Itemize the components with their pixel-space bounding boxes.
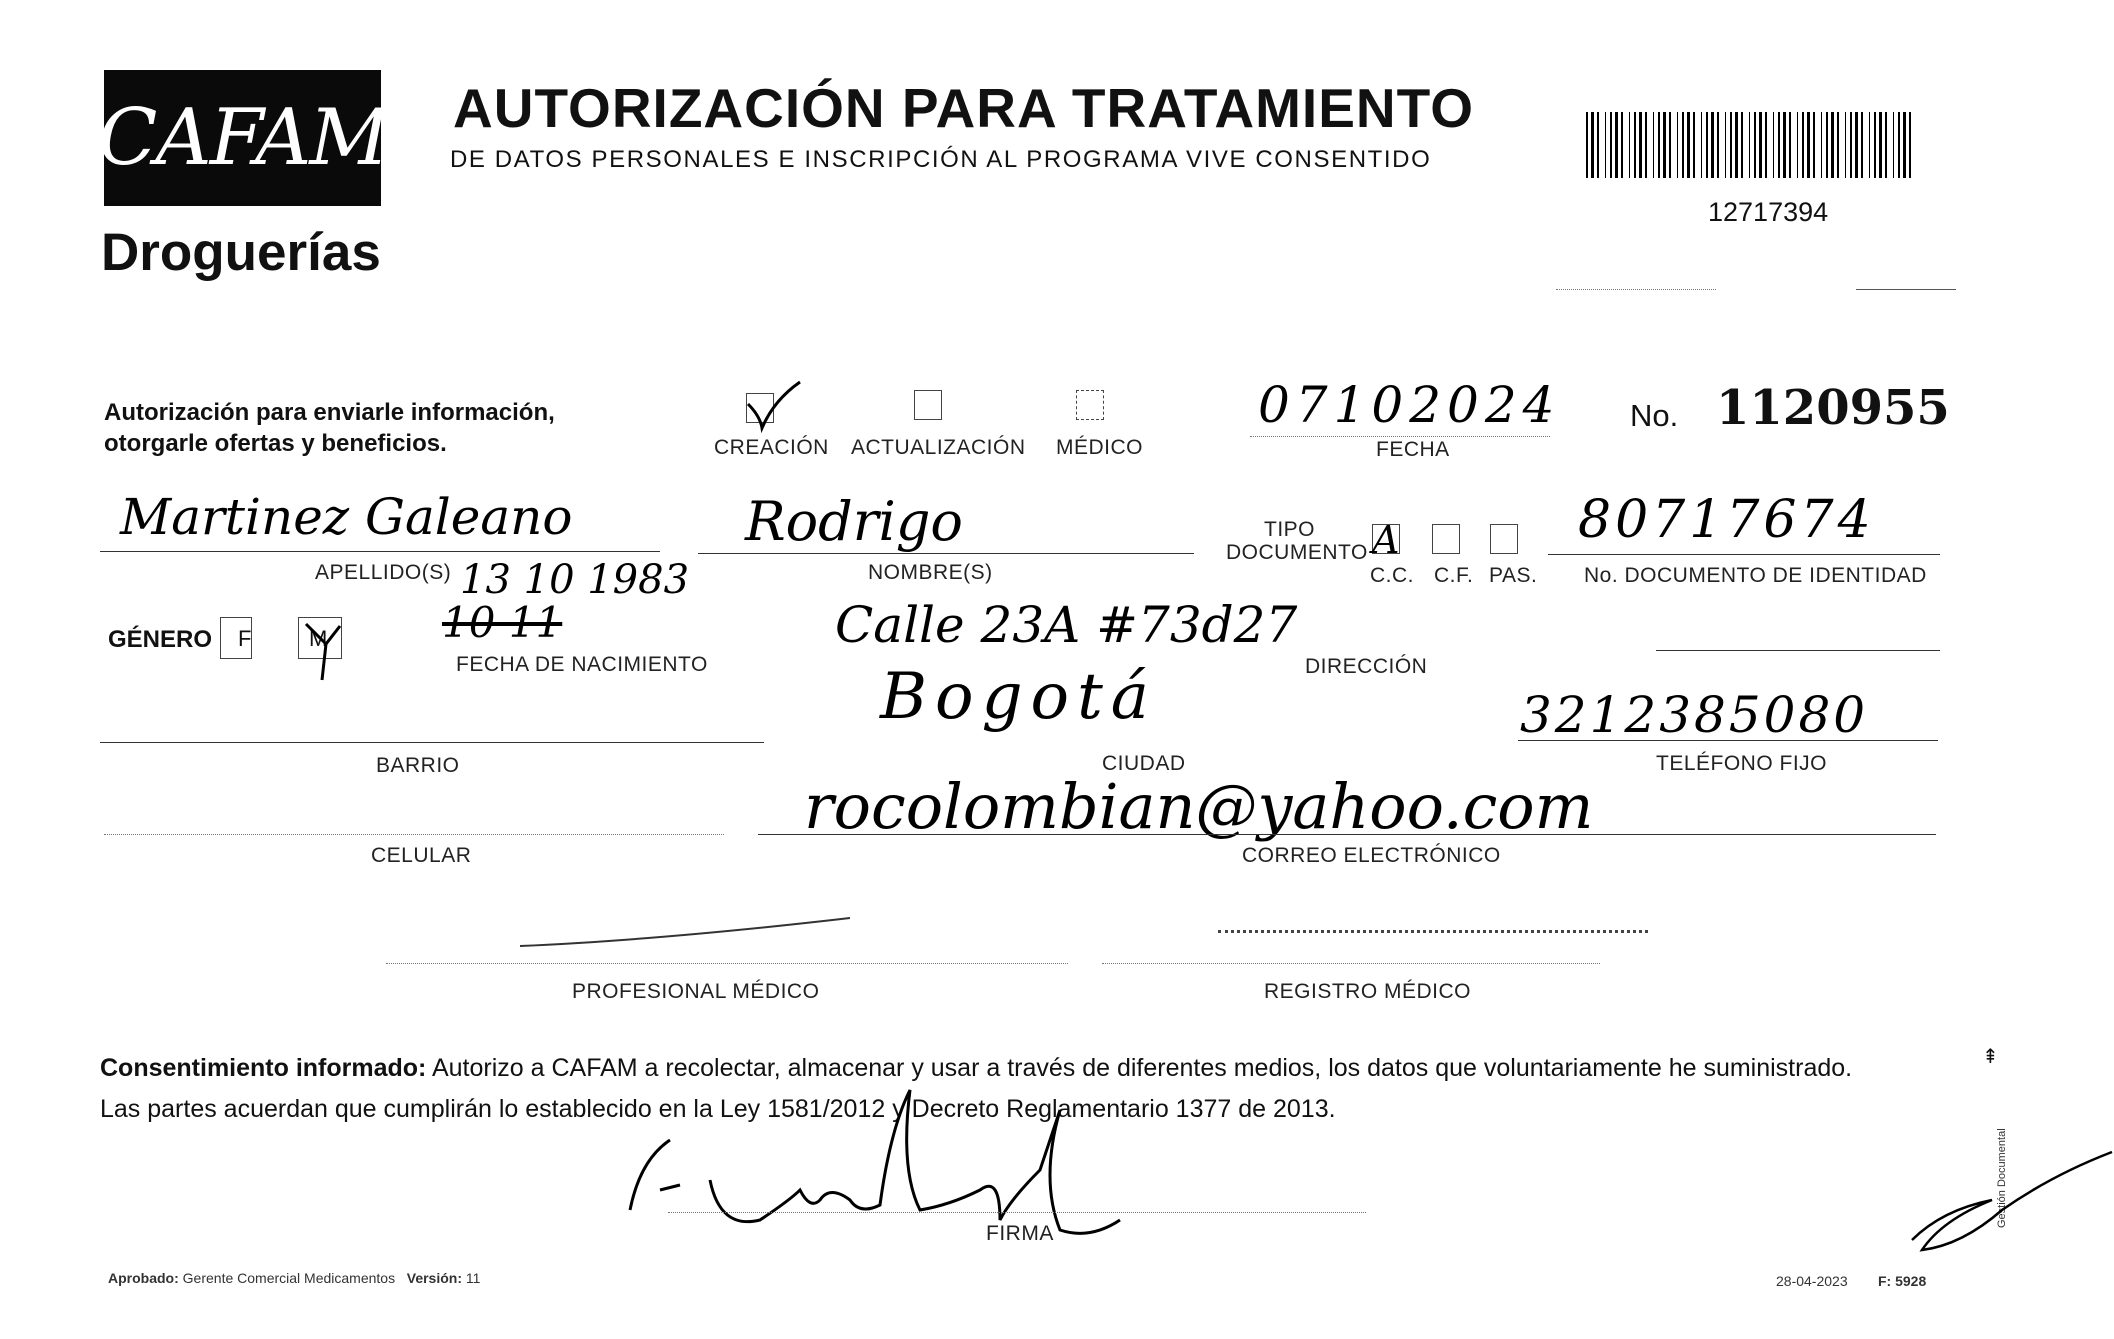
telefono-value: 3212385080 xyxy=(1520,686,1869,744)
side-stamp-icon: ⇞ xyxy=(1982,1046,1999,1068)
pas-checkbox[interactable] xyxy=(1490,524,1518,554)
approved-label: Aprobado: xyxy=(108,1270,179,1286)
nombres-value: Rodrigo xyxy=(745,490,963,553)
signature xyxy=(620,1070,1140,1240)
genero-f-label: F xyxy=(238,626,252,651)
authorization-intro-line1: Autorización para enviarle información, xyxy=(104,399,555,426)
barrio-label: BARRIO xyxy=(376,754,460,777)
pas-label: PAS. xyxy=(1489,564,1538,587)
check-mark-icon xyxy=(738,376,808,436)
brand-subtitle: Droguerías xyxy=(101,223,381,282)
barcode xyxy=(1586,112,1918,178)
tipo-documento-label-line1: TIPO xyxy=(1264,518,1316,541)
logo-text: CAFAM xyxy=(97,93,388,183)
actualizacion-label: ACTUALIZACIÓN xyxy=(851,436,1026,459)
signature-label: FIRMA xyxy=(986,1222,1054,1245)
medico-checkbox[interactable] xyxy=(1076,390,1104,420)
profesional-label: PROFESIONAL MÉDICO xyxy=(572,980,820,1003)
initials-scribble xyxy=(1902,1150,2114,1260)
ciudad-value: Bogotá xyxy=(880,660,1157,734)
cafam-logo xyxy=(97,70,388,206)
correo-value: rocolombian@yahoo.com xyxy=(804,770,1594,843)
profesional-stroke xyxy=(480,912,860,952)
cc-label: C.C. xyxy=(1370,564,1414,587)
apellidos-value: Martinez Galeano xyxy=(120,488,573,546)
consent-body-line2: Las partes acuerdan que cumplirán lo establecido en la Ley 1581/2012 y Decreto Reglamentario 1377 de 2013. xyxy=(100,1095,1336,1123)
authorization-intro-line2: otorgarle ofertas y beneficios. xyxy=(104,430,447,457)
version-label: Versión: xyxy=(406,1270,462,1286)
ciudad-label: CIUDAD xyxy=(1102,752,1186,775)
direccion-label: DIRECCIÓN xyxy=(1305,655,1428,678)
number-label: No. xyxy=(1630,398,1679,433)
direccion-value: Calle 23A #73d27 xyxy=(835,596,1298,654)
approved-value: Gerente Comercial Medicamentos xyxy=(182,1270,396,1286)
version-value: 11 xyxy=(465,1270,481,1286)
fecha-label: FECHA xyxy=(1376,438,1450,461)
genero-m-mark-icon xyxy=(300,618,352,688)
fecha-nacimiento-label: FECHA DE NACIMIENTO xyxy=(456,653,708,676)
telefono-label: TELÉFONO FIJO xyxy=(1656,752,1828,775)
genero-m-label: M xyxy=(309,626,328,651)
consent-body-line1: Autorizo a CAFAM a recolectar, almacenar y usar a través de diferentes medios, los datos que voluntariamente he suministrado. xyxy=(426,1054,1853,1082)
medico-label: MÉDICO xyxy=(1056,436,1143,459)
barcode-number: 12717394 xyxy=(1708,197,1829,227)
nombres-label: NOMBRE(S) xyxy=(868,561,993,584)
footer-date: 28-04-2023 xyxy=(1776,1273,1848,1289)
registro-label: REGISTRO MÉDICO xyxy=(1264,980,1472,1003)
documento-label: No. DOCUMENTO DE IDENTIDAD xyxy=(1584,564,1927,587)
fecha-nacimiento-struck: 10 11 xyxy=(442,598,563,647)
cc-selected-mark: A xyxy=(1372,518,1400,562)
side-text: Gestión Documental xyxy=(1996,1128,2008,1228)
form-subtitle: DE DATOS PERSONALES E INSCRIPCIÓN AL PROGRAMA VIVE CONSENTIDO xyxy=(450,146,1432,173)
celular-label: CELULAR xyxy=(371,844,472,867)
fecha-nacimiento-value: 13 10 1983 xyxy=(460,557,690,603)
tipo-documento-label-line2: DOCUMENTO xyxy=(1226,541,1368,564)
consent-heading: Consentimiento informado: xyxy=(100,1054,427,1082)
footer-approved xyxy=(108,1270,480,1286)
footer-form-code: F: 5928 xyxy=(1878,1273,1927,1289)
form-title: AUTORIZACIÓN PARA TRATAMIENTO xyxy=(453,77,1474,139)
actualizacion-checkbox[interactable] xyxy=(914,390,942,420)
cf-checkbox[interactable] xyxy=(1432,524,1460,554)
correo-label: CORREO ELECTRÓNICO xyxy=(1242,844,1501,867)
genero-label: GÉNERO xyxy=(108,626,213,653)
cf-label: C.F. xyxy=(1434,564,1474,587)
fecha-value: 07102024 xyxy=(1258,376,1561,434)
documento-value: 80717674 xyxy=(1578,490,1875,550)
form-number: 1120955 xyxy=(1716,380,1950,436)
apellidos-label: APELLIDO(S) xyxy=(315,561,452,584)
creacion-label: CREACIÓN xyxy=(714,436,829,459)
